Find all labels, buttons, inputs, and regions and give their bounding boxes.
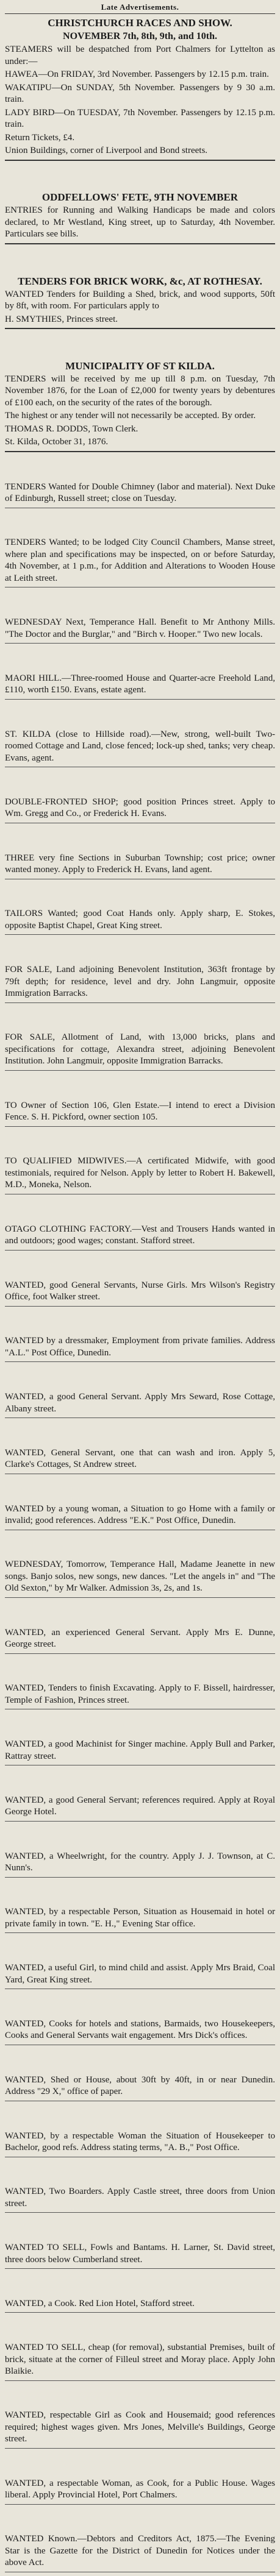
classified-ad <box>5 2477 275 2505</box>
notice-line: WAKATIPU—On SUNDAY, 5th November. Passengers by 9 30 a.m. train. <box>5 82 275 104</box>
advertisements-column <box>5 14 275 2572</box>
classified-ad <box>5 1961 275 1989</box>
notice-block <box>5 272 275 330</box>
notice-line: The highest or any tender will not necessarily be accepted. By order. <box>5 411 256 421</box>
notice-line: WANTED Tenders for Building a Shed, brick, and wood supports, 50ft by 8ft, with room. For particulars apply to <box>5 289 275 311</box>
classified-ad <box>5 2532 275 2572</box>
ad-text: TO Owner of Section 106, Glen Estate.—I intend to erect a Division Fence. S. H. Pickford, owner section 105. <box>5 1100 275 1123</box>
notice-line: Union Buildings, corner of Liverpool and Bond streets. <box>5 146 208 155</box>
ad-text: WANTED, good General Servants, Nurse Girls. Mrs Wilson's Registry Office, foot Walker street. <box>5 1280 275 1302</box>
ad-text: DOUBLE-FRONTED SHOP; good position Princes street. Apply to Wm. Gregg and Co., or Frederick H. Evans. <box>5 797 275 819</box>
classified-ad <box>5 2408 275 2449</box>
classified-ad <box>5 2185 275 2213</box>
classified-ad <box>5 2341 275 2381</box>
classified-ad <box>5 1334 275 1362</box>
ad-text: FOR SALE, Allotment of Land, with 13,000 bricks, plans and specifications for cottage, Alexandra street, adjoining Benevolent Institution. John Langmuir, opposite Immigration Barracks. <box>5 1032 275 1066</box>
classified-ad <box>5 1737 275 1765</box>
ad-text: TENDERS Wanted; to be lodged City Council Chambers, Manse street, where plan and specifications may be inspected, on or before Saturday, 4th November, at 1 p.m., for Addition and Alterations to Wooden House at Leith street. <box>5 538 275 583</box>
ad-text: WANTED TO SELL, cheap (for removal), substantial Premises, built of brick, situate at the corner of Filleul street and Moray place. Apply John Blaikie. <box>5 2343 275 2377</box>
classified-ad <box>5 1154 275 1194</box>
ad-text: WANTED, Shed or House, about 30ft by 40ft, in or near Dunedin. Address "29 X," office of paper. <box>5 2074 275 2097</box>
classified-ad <box>5 2241 275 2269</box>
notice-line: ENTRIES for Running and Walking Handicaps be made and colors declared, to Mr Westland, King street, up to Saturday, 4th November. Particulars see bills. <box>5 205 275 240</box>
ad-text: WANTED Known.—Debtors and Creditors Act, 1875.—The Evening Star is the Gazette for the District of Dunedin for Notices under the above Act. <box>5 2534 275 2568</box>
ad-text: WANTED, by a respectable Person, Situation as Housemaid in hotel or private family in town. "E. H.," Evening Star office. <box>5 1907 275 1929</box>
classified-ad <box>5 1279 275 1307</box>
classified-ad <box>5 1850 275 1878</box>
notice-line: St. Kilda, October 31, 1876. <box>5 437 109 447</box>
classified-ad <box>5 672 275 700</box>
ad-text: WANTED, Two Boarders. Apply Castle street, three doors from Union street. <box>5 2187 275 2209</box>
ad-text: WANTED by a dressmaker, Employment from private families. Address "A.L." Post Office, Dunedin. <box>5 1336 275 1358</box>
notice-title: TENDERS FOR BRICK WORK, &c, AT ROTHESAY. <box>18 275 262 287</box>
classified-ad <box>5 616 275 644</box>
classified-ad <box>5 1681 275 1709</box>
classified-ad <box>5 1502 275 1530</box>
ad-text: WANTED, by a respectable Woman the Situation of Housekeeper to Bachelor, good refs. Address stating terms, "A. B.," Post Office. <box>5 2131 275 2152</box>
ad-text: WEDNESDAY Next, Temperance Hall. Benefit to Mr Anthony Mills. "The Doctor and the Burglar," and "Birch v. Hooper." Two new locals. <box>5 617 275 639</box>
notice-line: H. SMYTHIES, Princes street. <box>5 314 118 324</box>
classified-ad <box>5 1099 275 1127</box>
classified-ad <box>5 728 275 768</box>
ad-text: WANTED, a Cook. Red Lion Hotel, Stafford street. <box>5 2298 195 2308</box>
classified-ad <box>5 1626 275 1654</box>
ad-text: WANTED by a young woman, a Situation to go Home with a family or invalid; good references. Address "E.K." Post Office, Dunedin. <box>5 1503 275 1526</box>
ad-text: WANTED, Tenders to finish Excavating. Apply to F. Bissell, hairdresser, Temple of Fashion, Princes street. <box>5 1683 275 1705</box>
notice-line: LADY BIRD—On TUESDAY, 7th November. Passengers by 12.15 p.m. train. <box>5 107 275 129</box>
notice-title: CHRISTCHURCH RACES AND SHOW. <box>48 17 232 29</box>
classified-ad <box>5 480 275 508</box>
ad-text: THREE very fine Sections in Suburban Township; cost price; owner wanted money. Apply to Frederick H. Evans, land agent. <box>5 853 275 875</box>
ad-text: WANTED, a respectable Woman, as Cook, for a Public House. Wages liberal. Apply Provincial Hotel, Port Chalmers. <box>5 2478 275 2500</box>
classified-ad <box>5 1031 275 1071</box>
classified-ad <box>5 2017 275 2045</box>
classified-ad <box>5 2297 275 2313</box>
classified-ad <box>5 1222 275 1251</box>
notice-block <box>5 188 275 244</box>
classified-ad <box>5 536 275 587</box>
ad-text: WANTED, General Servant, one that can wash and iron. Apply 5, Clarke's Cottages, St Andrew street. <box>5 1447 275 1470</box>
classified-ad <box>5 1446 275 1474</box>
classified-ad <box>5 795 275 823</box>
ad-text: ST. KILDA (close to Hillside road).—New, strong, well-built Two-roomed Cottage and Land, close fenced; lock-up shed, tanks; very cheap. Evans, agent. <box>5 729 275 763</box>
ad-text: WANTED, a good General Servant; references required. Apply at Royal George Hotel. <box>5 1795 275 1817</box>
ad-text: WANTED, a good Machinist for Singer machine. Apply Bull and Parker, Rattray street. <box>5 1739 275 1761</box>
notice-line: THOMAS R. DODDS, Town Clerk. <box>5 424 138 434</box>
classified-ad <box>5 1390 275 1418</box>
ad-text: WEDNESDAY, Tomorrow, Temperance Hall, Madame Jeanette in new songs. Banjo solos, new songs, new dances. "Let the angels in" and "The Old Sexton," by Mr Walker. Admission 3s, 2s, and 1s. <box>5 1559 275 1594</box>
classified-ad <box>5 851 275 879</box>
notice-line: NOVEMBER 7th, 8th, 9th, and 10th. <box>63 31 217 41</box>
notice-line: TENDERS will be received by me up till 8 p.m. on Tuesday, 7th November 1876, for the Loan of £2,000 for twenty years by debentures of £100 each, on the security of the rates of the borough. <box>5 374 275 408</box>
classified-ad <box>5 1905 275 1933</box>
ad-text: WANTED, a useful Girl, to mind child and assist. Apply Mrs Braid, Coal Yard, Great King street. <box>5 1963 275 1985</box>
section-header: Late Advertisements. <box>5 2 275 14</box>
ad-text: WANTED, an experienced General Servant. Apply Mrs E. Dunne, George street. <box>5 1627 275 1650</box>
notice-block <box>5 357 275 452</box>
classified-ad <box>5 2073 275 2101</box>
ad-text: TAILORS Wanted; good Coat Hands only. Apply sharp, E. Stokes, opposite Baptist Chapel, Great King street. <box>5 909 275 931</box>
notice-line: STEAMERS will be despatched from Port Chalmers for Lyttelton as under:— <box>5 44 275 66</box>
notice-line: HAWEA—On FRIDAY, 3rd November. Passengers by 12.15 p.m. train. <box>5 69 269 79</box>
notice-title: ODDFELLOWS' FETE, 9TH NOVEMBER <box>41 191 239 204</box>
ad-text: WANTED, a Wheelwright, for the country. Apply J. J. Townson, at C. Nunn's. <box>5 1851 275 1873</box>
classified-ad <box>5 1794 275 1822</box>
notice-title: MUNICIPALITY OF ST KILDA. <box>65 360 215 372</box>
ad-text: FOR SALE, Land adjoining Benevolent Institution, 363ft frontage by 79ft depth; for residence, level and dry. John Langmuir, opposite Immigration Barracks. <box>5 965 275 999</box>
ad-text: MAORI HILL.—Three-roomed House and Quarter-acre Freehold Land, £110, worth £150. Evans, estate agent. <box>5 673 275 695</box>
ad-text: WANTED, Cooks for hotels and stations, Barmaids, two Housekeepers, Cooks and General Servants wait engagement. Mrs Dick's offices. <box>5 2018 275 2041</box>
classified-ad <box>5 1558 275 1598</box>
ad-text: TENDERS Wanted for Double Chimney (labor and material). Next Duke of Edinburgh, Russell street; close on Tuesday. <box>5 481 275 504</box>
classified-ad <box>5 907 275 935</box>
ad-text: OTAGO CLOTHING FACTORY.—Vest and Trousers Hands wanted in and outdoors; good wages; constant. Stafford street. <box>5 1224 275 1246</box>
ad-text: TO QUALIFIED MIDWIVES.—A certificated Midwife, with good testimonials, required for Nelson. Apply by letter to Robert H. Bakewell, M.D., Moneka, Nelson. <box>5 1156 275 1190</box>
ad-text: WANTED TO SELL, Fowls and Bantams. H. Larner, St. David street, three doors below Cumberland street. <box>5 2243 275 2265</box>
ad-text: WANTED, a good General Servant. Apply Mrs Seward, Rose Cottage, Albany street. <box>5 1392 275 1414</box>
classified-ad <box>5 2129 275 2157</box>
classified-ad <box>5 963 275 1003</box>
notice-line: Return Tickets, £4. <box>5 132 75 143</box>
notice-block <box>5 14 275 161</box>
ad-text: WANTED, respectable Girl as Cook and Housemaid; good references required; highest wages given. Mrs Jones, Melville's Buildings, George street. <box>5 2410 275 2444</box>
